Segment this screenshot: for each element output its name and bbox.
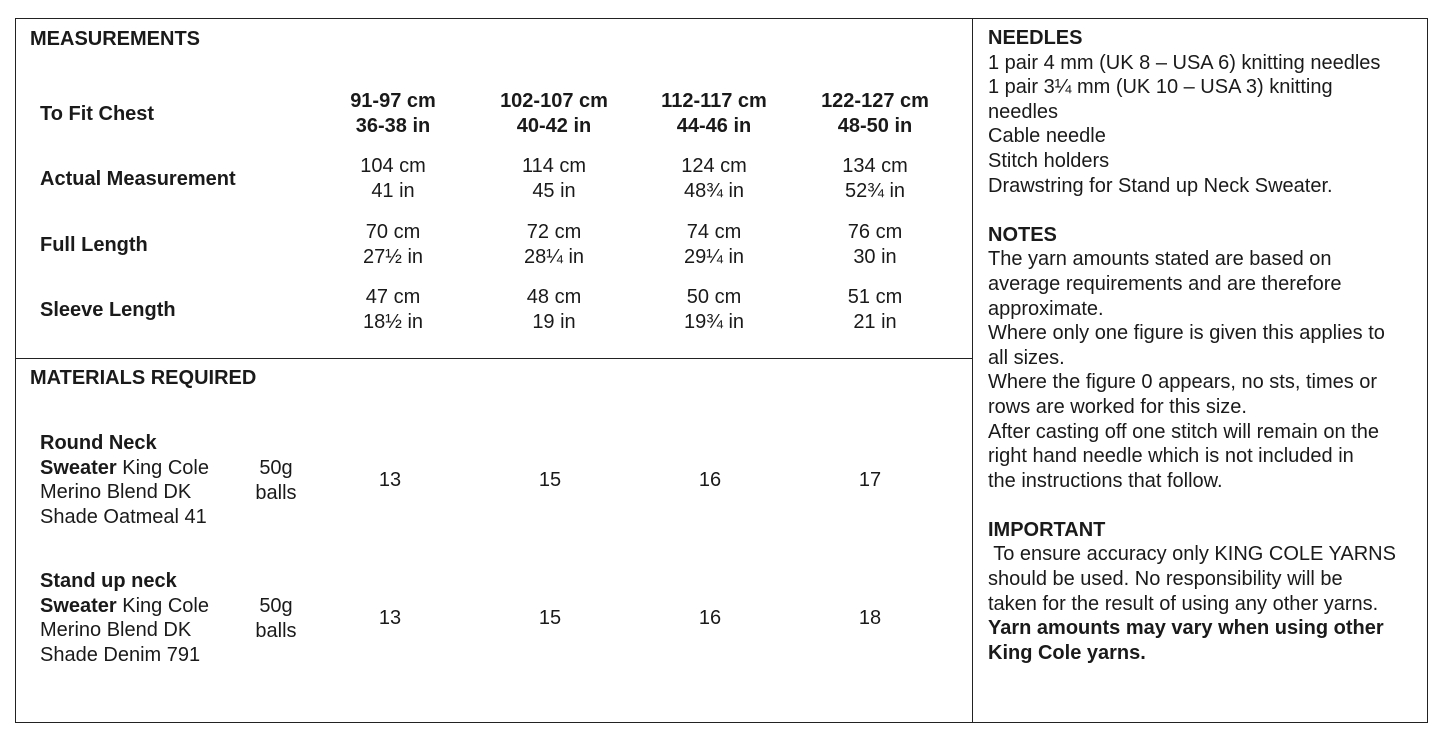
row-label-to-fit-chest: To Fit Chest [40,103,155,125]
material-stand-up-neck-unit: 50g balls [255,595,297,642]
actual-size-4: 134 cm 52¾ in [842,155,908,202]
important-line: should be used. No responsibility will be [988,568,1343,591]
chest-size-2: 102-107 cm 40-42 in [500,90,608,137]
needles-line: Cable needle [988,125,1106,148]
needles-line: 1 pair 4 mm (UK 8 – USA 6) knitting needles [988,51,1381,74]
stand-up-neck-qty-1: 13 [378,607,402,629]
stand-up-neck-qty-2: 15 [538,607,562,629]
important-bold-line: Yarn amounts may vary when using other [988,617,1384,640]
chest-size-3: 112-117 cm 44-46 in [661,90,767,137]
needles-line: needles [988,100,1059,123]
actual-size-3: 124 cm 48¾ in [681,155,747,202]
notes-line: The yarn amounts stated are based on [988,248,1332,271]
important-bold-line: King Cole yarns. [988,641,1146,664]
section-divider [15,358,973,359]
stand-up-neck-qty-4: 18 [858,607,882,629]
notes-line: the instructions that follow. [988,469,1223,492]
round-neck-qty-2: 15 [538,469,562,491]
important-line: taken for the result of using any other yarns. [988,592,1379,615]
material-stand-up-neck-description: Stand up neck Sweater King Cole Merino Blend DK Shade Denim 791 [40,570,209,666]
notes-line: Where only one figure is given this applies to [988,322,1385,345]
notes-line: average requirements and are therefore [988,272,1342,295]
round-neck-qty-4: 17 [858,469,882,491]
notes-line: After casting off one stitch will remain on the [988,420,1379,443]
stand-up-neck-qty-3: 16 [698,607,722,629]
notes-line: all sizes. [988,346,1065,369]
sleeve-size-4: 51 cm 21 in [847,286,903,333]
actual-size-1: 104 cm 41 in [360,155,426,202]
measurements-heading: MEASUREMENTS [30,28,201,50]
row-label-sleeve-length: Sleeve Length [40,299,176,321]
row-label-full-length: Full Length [40,234,148,256]
row-label-actual-measurement: Actual Measurement [40,168,236,190]
material-round-neck-description: Round Neck Sweater King Cole Merino Blend DK Shade Oatmeal 41 [40,432,209,528]
needles-line: Stitch holders [988,149,1110,172]
material-round-neck-unit: 50g balls [255,457,297,504]
length-size-2: 72 cm 28¼ in [523,221,585,268]
chest-size-4: 122-127 cm 48-50 in [821,90,929,137]
length-size-3: 74 cm 29¼ in [683,221,745,268]
important-heading: IMPORTANT [988,518,1106,541]
column-divider [972,18,973,723]
notes-line: right hand needle which is not included in [988,445,1354,468]
notes-line: Where the figure 0 appears, no sts, times or [988,371,1378,394]
round-neck-qty-3: 16 [698,469,722,491]
length-size-1: 70 cm 27½ in [362,221,424,268]
sleeve-size-2: 48 cm 19 in [526,286,582,333]
length-size-4: 76 cm 30 in [847,221,903,268]
needles-heading: NEEDLES [988,27,1083,49]
notes-line: rows are worked for this size. [988,395,1247,418]
sleeve-size-3: 50 cm 19¾ in [683,286,745,333]
important-line: To ensure accuracy only KING COLE YARNS [988,543,1396,566]
notes-heading: NOTES [988,223,1057,246]
round-neck-qty-1: 13 [378,469,402,491]
sleeve-size-1: 47 cm 18½ in [362,286,424,333]
chest-size-1: 91-97 cm 36-38 in [350,90,436,137]
materials-heading: MATERIALS REQUIRED [30,367,257,389]
actual-size-2: 114 cm 45 in [521,155,587,202]
notes-line: approximate. [988,297,1104,320]
right-column [988,26,1420,665]
needles-line: 1 pair 3¼ mm (UK 10 – USA 3) knitting [988,76,1333,99]
needles-line: Drawstring for Stand up Neck Sweater. [988,174,1333,197]
